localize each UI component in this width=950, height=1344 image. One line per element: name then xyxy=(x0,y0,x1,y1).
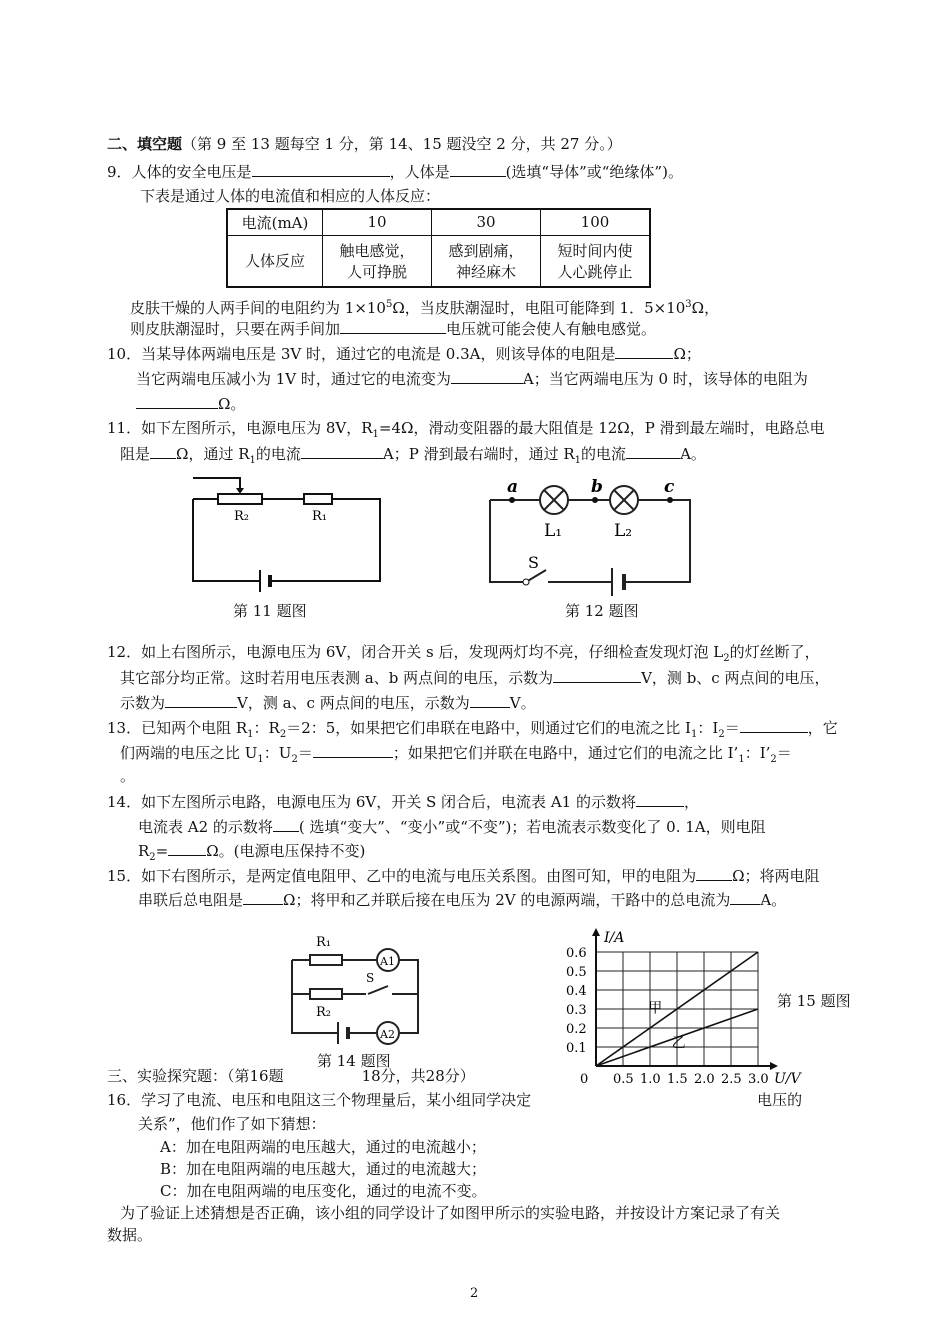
q13-line-1 xyxy=(107,717,838,745)
q15-line-2 xyxy=(138,889,786,910)
subscript: 2 xyxy=(291,754,298,765)
q14-text: ( 选填“变大”、“变小”或“不变”)；若电流表示数变化了 0. 1A，则电阻 xyxy=(298,818,766,836)
q9-line-2: 下表是通过人体的电流值和相应的人体反应： xyxy=(140,187,441,205)
figure-15-caption: 第 15 题图 xyxy=(777,992,851,1010)
q9-line-1 xyxy=(107,161,683,182)
x-tick-label: 2.0 xyxy=(694,1072,715,1087)
table-header-cell: 电流(mA) xyxy=(227,209,323,235)
table-cell-line: 短时间内使 xyxy=(557,241,633,260)
label-a: a xyxy=(507,477,519,497)
q16-line-2: 关系”，他们作了如下猜想： xyxy=(138,1115,326,1133)
section-3-heading: 三、实验探究题：（第16题 xyxy=(107,1067,284,1085)
section-3-tail: 18分，共28分） xyxy=(361,1067,475,1085)
q10-line-2 xyxy=(136,368,808,389)
x-axis-label: U/V xyxy=(774,1071,801,1087)
section-2-heading: 二、填空题 xyxy=(107,135,183,153)
subscript: 1 xyxy=(738,754,745,765)
table-header-cell: 30 xyxy=(432,209,541,235)
table-cell xyxy=(432,235,541,287)
figure-14-circuit xyxy=(288,930,438,1050)
q10-text: A；当它两端电压为 0 时，该导体的电阻为 xyxy=(522,370,808,388)
q14-blank-2[interactable] xyxy=(273,816,299,832)
resistor-r1 xyxy=(304,494,332,504)
q14-line-3 xyxy=(138,840,365,868)
q14-text: 电流表 A2 的示数将 xyxy=(138,818,273,836)
q9-blank-3[interactable] xyxy=(340,318,446,334)
switch-contact xyxy=(523,579,529,585)
q9-text: Ω，当皮肤潮湿时，电阻可能降到 1．5×10 xyxy=(392,299,686,317)
q12-blank-3[interactable] xyxy=(470,692,510,708)
subscript: 1 xyxy=(247,729,254,740)
q12-line-3 xyxy=(120,692,536,713)
subscript: 2 xyxy=(770,754,777,765)
figure-15-chart xyxy=(548,922,808,1102)
x-tick-label: 3.0 xyxy=(748,1072,769,1087)
q11-blank-1[interactable] xyxy=(150,443,176,459)
table-cell-line: 感到剧痛， xyxy=(448,241,524,260)
q13-text: ＝ xyxy=(724,719,740,737)
y-axis-arrow-icon xyxy=(592,928,600,936)
figure-11-caption: 第 11 题图 xyxy=(233,602,307,620)
q10-blank-1[interactable] xyxy=(615,343,673,359)
q13-text: ，它 xyxy=(807,719,838,737)
q12-text: 其它部分均正常。这时若用电压表测 a、b 两点间的电压，示数为 xyxy=(120,669,554,687)
q14-text: 14．如下左图所示电路，电源电压为 6V，开关 S 闭合后，电流表 A1 的示数将 xyxy=(107,793,636,811)
y-tick-label: 0.6 xyxy=(566,946,587,961)
x-axis-arrow-icon xyxy=(770,1062,778,1070)
q13-blank-2[interactable] xyxy=(313,742,393,758)
table-cell-line: 触电感觉， xyxy=(339,241,415,260)
q15-text: 串联后总电阻是 xyxy=(138,891,244,909)
q16-line-6: 为了验证上述猜想是否正确，该小组的同学设计了如图甲所示的实验电路，并按设计方案记录了有关 xyxy=(120,1204,781,1222)
q11-text: A；P 滑到最右端时，通过 R xyxy=(382,445,575,463)
figure-11-circuit xyxy=(188,478,388,588)
q13-text: ：R xyxy=(253,719,280,737)
subscript: 1 xyxy=(372,429,379,440)
rheostat-r2 xyxy=(218,494,262,504)
page-number: 2 xyxy=(470,1286,479,1301)
label-r2: R₂ xyxy=(316,1005,331,1020)
q12-line-1 xyxy=(107,642,820,669)
table-header-cell: 10 xyxy=(323,209,432,235)
origin-label: 0 xyxy=(580,1072,589,1087)
subscript: 1 xyxy=(691,729,698,740)
table-cell xyxy=(541,235,651,287)
q11-text: =4Ω，滑动变阻器的最大阻值是 12Ω，P 滑到最左端时，电路总电 xyxy=(378,419,825,437)
q13-text: ＝ xyxy=(776,744,792,762)
q10-blank-2[interactable] xyxy=(451,368,523,384)
q11-text: A。 xyxy=(680,445,706,463)
y-tick-label: 0.3 xyxy=(566,1003,587,1018)
label-s: S xyxy=(366,971,375,985)
subscript: 2 xyxy=(279,729,287,740)
q10-text: Ω； xyxy=(673,345,701,363)
body-reaction-table xyxy=(226,208,651,288)
node-b xyxy=(592,497,598,503)
q11-text: 阻是 xyxy=(120,445,151,463)
q11-blank-2[interactable] xyxy=(301,443,383,459)
q10-text: Ω。 xyxy=(218,395,246,413)
q13-blank-1[interactable] xyxy=(740,717,808,733)
q11-text: Ω，通过 R xyxy=(176,445,250,463)
q16-line-1 xyxy=(107,1090,802,1110)
q16-hypothesis-a: A：加在电阻两端的电压越大，通过的电流越小； xyxy=(160,1138,486,1156)
label-r2: R₂ xyxy=(234,509,249,524)
subscript: 1 xyxy=(257,754,264,765)
section-3-title xyxy=(107,1066,475,1086)
label-r1: R₁ xyxy=(316,935,331,950)
q14-text: ， xyxy=(683,793,699,811)
section-2-title xyxy=(107,134,622,154)
q10-text: 当它两端电压减小为 1V 时，通过它的电流变为 xyxy=(136,370,451,388)
q16-text: 16．学习了电流、电压和电阻这三个物理量后，某小组同学决定 xyxy=(107,1091,532,1109)
q9-text: 则皮肤潮湿时，只要在两手间加 xyxy=(130,320,341,338)
q13-text: ＝ xyxy=(297,744,313,762)
y-tick-label: 0.1 xyxy=(566,1041,587,1056)
q14-line-1 xyxy=(107,791,699,812)
q9-line-3 xyxy=(130,295,719,318)
series-label: 甲 xyxy=(648,1000,663,1017)
label-l1: L₁ xyxy=(544,521,563,541)
label-s: S xyxy=(528,553,539,572)
q14-text: Ω。(电源电压保持不变) xyxy=(206,842,366,860)
q16-hypothesis-b: B：加在电阻两端的电压越大，通过的电流越大； xyxy=(160,1160,487,1178)
q10-blank-3[interactable] xyxy=(136,393,218,409)
q13-text: ：U xyxy=(263,744,292,762)
subscript: 2 xyxy=(718,729,725,740)
label-a1: A1 xyxy=(380,955,395,968)
q13-text: 13．已知两个电阻 R xyxy=(107,719,248,737)
q9-text: Ω， xyxy=(691,299,720,317)
q9-text-c: (选填“导体”或“绝缘体”)。 xyxy=(505,163,683,181)
figure-12-circuit xyxy=(488,478,698,588)
q10-line-1 xyxy=(107,343,701,364)
q9-text-a: 人体的安全电压是 xyxy=(131,163,252,181)
q13-text: ：I xyxy=(697,719,719,737)
q12-text: V。 xyxy=(509,694,536,712)
q12-blank-2[interactable] xyxy=(165,692,237,708)
table-cell xyxy=(323,235,432,287)
q11-line-1 xyxy=(107,418,825,445)
q12-text: V，测 a、c 两点间的电压，示数为 xyxy=(237,694,470,712)
q9-line-4 xyxy=(130,318,656,339)
q12-text: 12．如上右图所示，电源电压为 6V，闭合开关 s 后，发现两灯均不亮，仔细检查发现灯泡 L xyxy=(107,643,724,661)
series-label: 乙 xyxy=(671,1035,686,1052)
q10-line-3 xyxy=(136,393,245,414)
q12-blank-1[interactable] xyxy=(553,667,641,683)
q16-hypothesis-c: C：加在电阻两端的电压变化，通过的电流不变。 xyxy=(160,1182,487,1200)
section-2-note: （第 9 至 13 题每空 1 分，第 14、15 题没空 2 分，共 27 分。） xyxy=(182,135,622,153)
q14-blank-3[interactable] xyxy=(168,840,206,856)
q13-text: ；如果把它们并联在电路中，通过它们的电流之比 I’ xyxy=(392,744,739,762)
y-axis-label: I/A xyxy=(604,930,625,946)
x-tick-label: 1.0 xyxy=(640,1072,661,1087)
q9-blank-2[interactable] xyxy=(450,161,506,177)
label-a2: A2 xyxy=(380,1028,395,1041)
q12-line-2 xyxy=(120,667,829,688)
q16-text: 电压的 xyxy=(757,1091,803,1109)
q11-text: 的电流 xyxy=(255,445,301,463)
q13-text: ＝2：5，如果把它们串联在电路中，则通过它们的电流之比 I xyxy=(286,719,691,737)
q15-blank-2[interactable] xyxy=(243,889,283,905)
subscript: 1 xyxy=(574,455,582,466)
table-cell-line: 神经麻木 xyxy=(455,262,516,281)
q13-text: ：I’ xyxy=(744,744,771,762)
q15-blank-3[interactable] xyxy=(730,889,760,905)
y-tick-label: 0.2 xyxy=(566,1022,587,1037)
figure-14-caption: 第 14 题图 xyxy=(317,1052,391,1070)
q13-text: 们两端的电压之比 U xyxy=(120,744,258,762)
superscript: 5 xyxy=(385,299,393,310)
x-tick-label: 1.5 xyxy=(667,1072,688,1087)
superscript: 3 xyxy=(685,299,692,310)
q9-text-b: ，人体是 xyxy=(389,163,450,181)
q11-text: 的电流 xyxy=(581,445,627,463)
q15-text: Ω；将甲和乙并联后接在电压为 2V 的电源两端，干路中的总电流为 xyxy=(283,891,731,909)
table-row-label: 人体反应 xyxy=(227,235,323,287)
q9-blank-1[interactable] xyxy=(252,161,390,177)
q14-blank-1[interactable] xyxy=(636,791,684,807)
q10-text: 10．当某导体两端电压是 3V 时，通过它的电流是 0.3A，则该导体的电阻是 xyxy=(107,345,616,363)
resistor-r1 xyxy=(310,955,342,965)
q11-blank-3[interactable] xyxy=(626,443,680,459)
q9-text: 电压就可能会使人有触电感觉。 xyxy=(446,320,657,338)
switch-s xyxy=(368,986,388,994)
table-header-cell: 100 xyxy=(541,209,651,235)
q12-text: 的灯丝断了， xyxy=(729,643,820,661)
q11-text: 11．如下左图所示，电源电压为 8V，R xyxy=(107,419,373,437)
q16-line-7: 数据。 xyxy=(107,1226,153,1244)
label-r1: R₁ xyxy=(312,509,327,524)
y-tick-label: 0.4 xyxy=(566,984,587,999)
label-c: c xyxy=(664,477,675,497)
table-cell-line: 人可挣脱 xyxy=(346,262,407,281)
y-tick-label: 0.5 xyxy=(566,965,587,980)
q15-blank-1[interactable] xyxy=(696,865,732,881)
x-tick-label: 0.5 xyxy=(613,1072,634,1087)
label-b: b xyxy=(591,477,603,497)
q13-line-2 xyxy=(120,742,792,770)
q14-line-2 xyxy=(138,816,766,837)
subscript: 2 xyxy=(723,653,730,664)
q14-text: = xyxy=(155,842,169,860)
q15-text: A。 xyxy=(760,891,787,909)
label-l2: L₂ xyxy=(614,521,633,541)
figure-12-caption: 第 12 题图 xyxy=(565,602,639,620)
table-cell-line: 人心跳停止 xyxy=(557,262,633,281)
subscript: 2 xyxy=(149,852,156,863)
q12-text: 示数为 xyxy=(120,694,166,712)
q15-line-1 xyxy=(107,865,820,886)
x-tick-label: 2.5 xyxy=(721,1072,742,1087)
resistor-r2 xyxy=(310,989,342,999)
q12-text: V，测 b、c 两点间的电压， xyxy=(641,669,830,687)
subscript: 1 xyxy=(249,455,256,466)
q15-text: 15．如下右图所示，是两定值电阻甲、乙中的电流与电压关系图。由图可知，甲的电阻为 xyxy=(107,867,697,885)
q14-text: R xyxy=(138,842,150,860)
q11-line-2 xyxy=(120,443,706,471)
q15-text: Ω；将两电阻 xyxy=(732,867,820,885)
q9-number: 9． xyxy=(107,163,132,181)
q9-text: 皮肤干燥的人两手间的电阻约为 1×10 xyxy=(130,299,386,317)
node-c xyxy=(667,497,673,503)
node-a xyxy=(509,497,515,503)
q13-line-3: 。 xyxy=(120,767,136,785)
